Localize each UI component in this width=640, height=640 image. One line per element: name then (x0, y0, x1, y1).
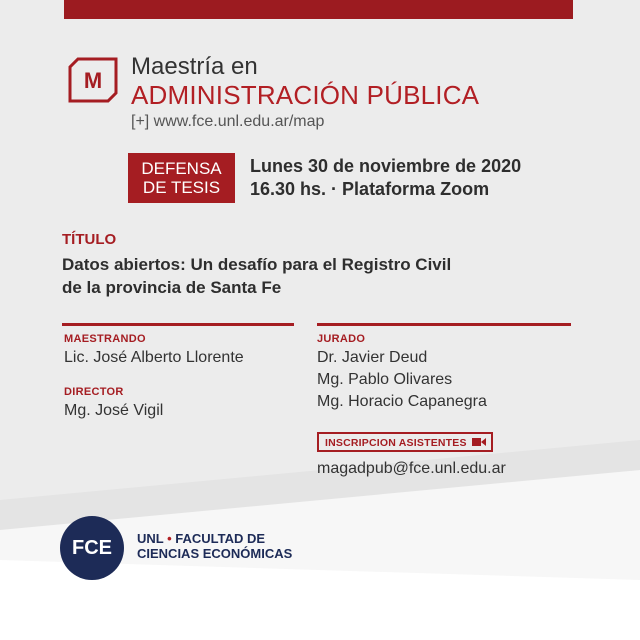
jurado-label: JURADO (317, 333, 366, 345)
maestrando-label: MAESTRANDO (64, 333, 146, 345)
maestrando-name: Lic. José Alberto Llorente (64, 349, 244, 366)
inscripcion-button[interactable] (317, 432, 493, 452)
event-date: Lunes 30 de noviembre de 2020 (250, 156, 522, 176)
thesis-label: TÍTULO (62, 231, 117, 248)
top-accent-bar (64, 0, 573, 19)
thesis-title-line2: de la provincia de Santa Fe (62, 278, 282, 297)
director-label: DIRECTOR (64, 386, 124, 398)
faculty-name-line1 (137, 531, 265, 546)
fce-logo: FCE (60, 516, 124, 580)
contact-email[interactable]: magadpub@fce.unl.edu.ar (317, 460, 506, 477)
program-logo-icon (68, 57, 118, 103)
program-title-line2: ADMINISTRACIÓN PÚBLICA (131, 80, 480, 110)
director-name: Mg. José Vigil (64, 402, 164, 419)
svg-text:M: M (83, 68, 103, 93)
defensa-badge-line1: DEFENSA (141, 159, 222, 178)
left-divider (62, 323, 294, 326)
event-time-place: 16.30 hs. · Plataforma Zoom (250, 179, 490, 199)
thesis-title (62, 253, 522, 299)
jurado-member: Dr. Javier Deud (317, 349, 428, 366)
defensa-badge (128, 153, 235, 203)
defensa-badge-line2: DE TESIS (142, 178, 221, 197)
separator-dot: • (167, 531, 172, 546)
faculty-name-line2: CIENCIAS ECONÓMICAS (137, 546, 293, 561)
inscripcion-label: INSCRIPCION ASISTENTES (325, 437, 467, 449)
facultad-text: FACULTAD DE (175, 531, 266, 546)
jurado-member: Mg. Horacio Capanegra (317, 393, 487, 410)
jurado-member: Mg. Pablo Olivares (317, 371, 453, 388)
video-camera-icon (472, 437, 486, 447)
thesis-title-line1: Datos abiertos: Un desafío para el Registro Civil (62, 255, 452, 274)
unl-text: UNL (137, 531, 164, 546)
right-divider (317, 323, 571, 326)
program-title-line1: Maestría en (131, 53, 258, 80)
program-url-link[interactable]: [+] www.fce.unl.edu.ar/map (131, 113, 325, 130)
